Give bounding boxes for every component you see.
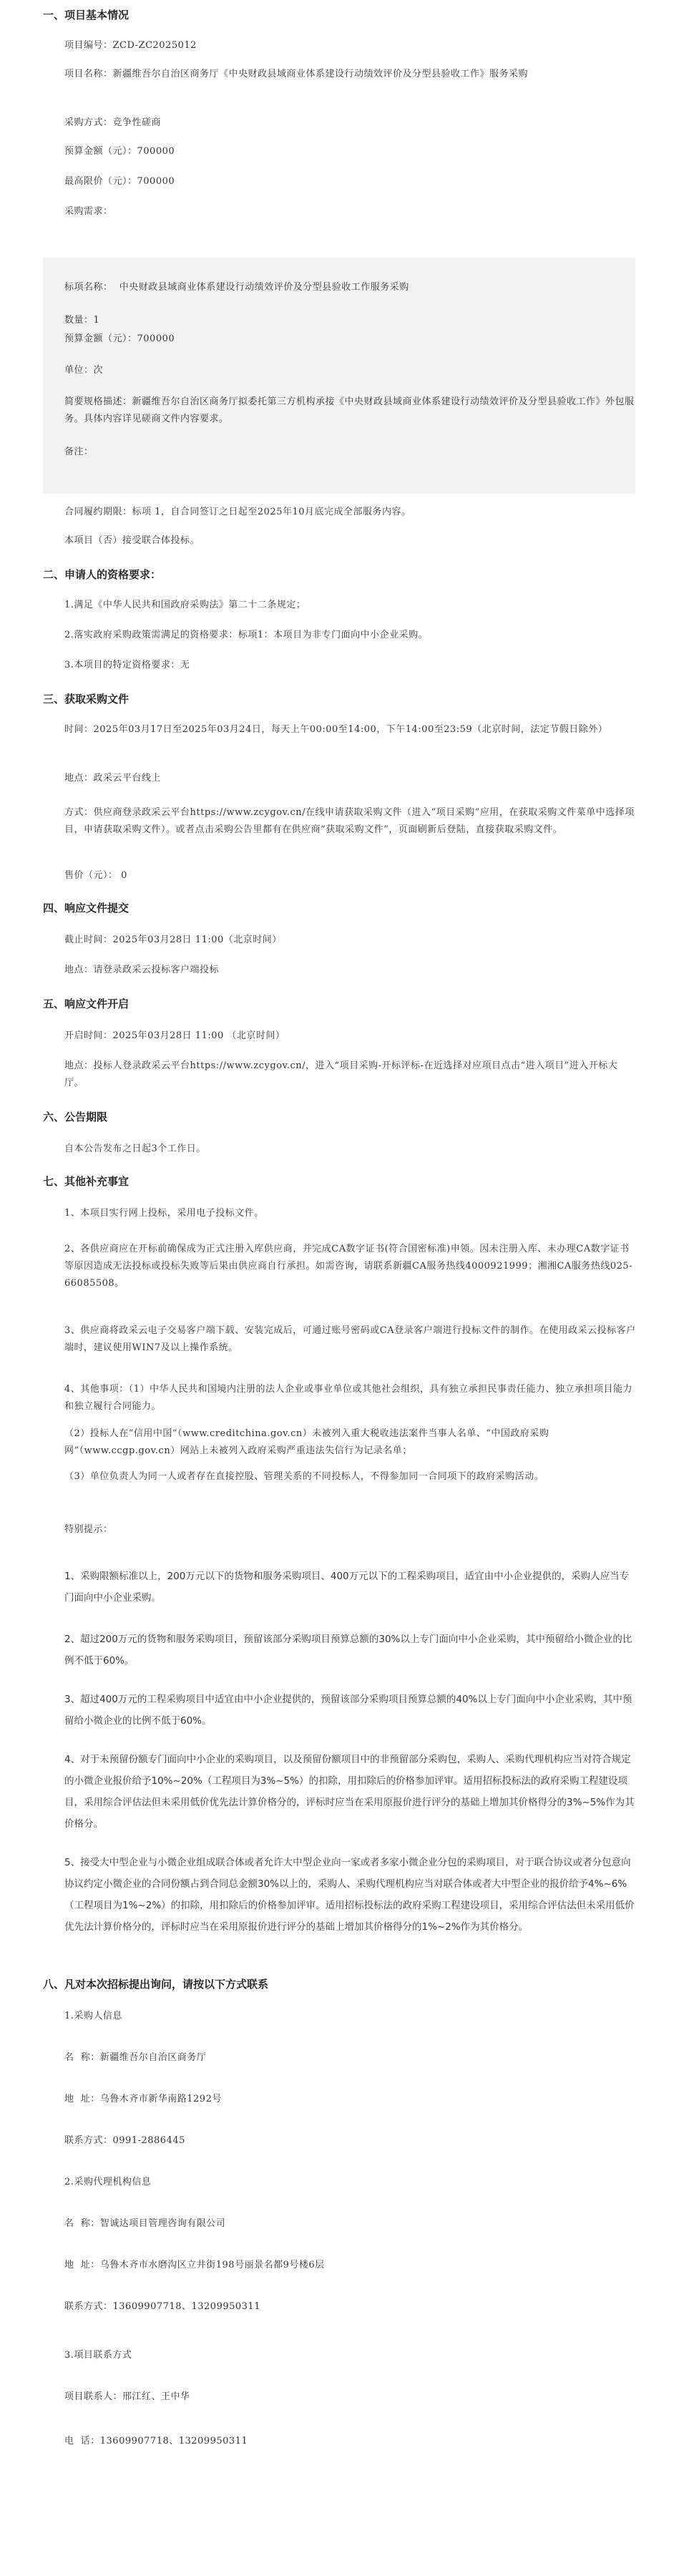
submission-deadline: 截止时间：2025年03月28日 11:00（北京时间） bbox=[64, 935, 282, 945]
section-basic-info-heading: 一、项目基本情况 bbox=[43, 9, 129, 21]
project-contact-title: 3.项目联系方式 bbox=[64, 2350, 132, 2361]
supplement-3: 3、供应商将政采云电子交易客户端下载、安装完成后，可通过账号密码或CA登录客户端进行投标文件的制作。在使用政采云投标客户端时，建议使用WIN7及以上操作系统。 bbox=[64, 1325, 636, 1353]
special-tips-title: 特别提示： bbox=[64, 1524, 113, 1535]
tip-2: 2、超过200万元的货物和服务采购项目，预留该部分采购项目预算总额的30%以上专门面向中小企业采购，其中预留给小微企业的比例不低于60%。 bbox=[64, 1634, 632, 1667]
tip-5: 5、接受大中型企业与小微企业组成联合体或者允许大中型企业向一家或者多家小微企业分包的采购项目，对于联合协议或者分包意向协议约定小微企业的合同份额占到合同总金额30%以上的，采购人、采购代理机构应当对联合体或者大中型企业的报价给予4%~6%（工程项目为1%~2%）的扣除，用扣除后的价格参加评审。适用招标投标法的政府采购工程建设项目，采用综合评估法但未采用低价优先法计算价格分的，评标时应当在采用原报价进行评分的基础上增加其价格得分的1%~2%作为其价格分。 bbox=[64, 1857, 635, 1933]
project-contact-person: 项目联系人：邢江红、王中华 bbox=[64, 2391, 190, 2402]
buyer-address: 地 址：乌鲁木齐市新华南路1292号 bbox=[64, 2094, 222, 2104]
obtain-place: 地点：政采云平台线上 bbox=[64, 773, 162, 784]
section-submission-heading: 四、响应文件提交 bbox=[43, 902, 129, 914]
obtain-time: 时间：2025年03月17日至2025年03月24日，每天上午00:00至14:00，下午14:00至23:59（北京时间，法定节假日除外） bbox=[64, 724, 608, 735]
supplement-4: 4、其他事项：（1）中华人民共和国境内注册的法人企业或事业单位或其他社会组织，具有独立承担民事责任能力、独立承担项目能力和独立履行合同能力。 bbox=[64, 1384, 633, 1412]
consortium-note: 本项目（否）接受联合体投标。 bbox=[64, 535, 200, 546]
notice-period: 自本公告发布之日起3个工作日。 bbox=[64, 1143, 206, 1154]
opening-time: 开启时间：2025年03月28日 11:00 （北京时间） bbox=[64, 1030, 285, 1041]
section-opening-heading: 五、响应文件开启 bbox=[43, 997, 129, 1010]
lot-remark: 备注： bbox=[64, 447, 94, 457]
section-supplementary-heading: 七、其他补充事宜 bbox=[43, 1175, 129, 1188]
section-obtain-documents-heading: 三、获取采购文件 bbox=[43, 693, 129, 706]
lot-name: 标项名称： 中央财政县域商业体系建设行动绩效评价及分型县验收工作服务采购 bbox=[64, 282, 409, 293]
supplement-1: 1、本项目实行网上投标，采用电子投标文件。 bbox=[64, 1208, 264, 1219]
qualification-item-1: 1.满足《中华人民共和国政府采购法》第二十二条规定； bbox=[64, 600, 306, 610]
procurement-method: 采购方式：竞争性磋商 bbox=[64, 117, 162, 128]
procurement-requirement: 采购需求： bbox=[64, 206, 113, 217]
project-number: 项目编号：ZCD-ZC2025012 bbox=[64, 40, 197, 51]
lot-unit: 单位：次 bbox=[64, 365, 104, 376]
lot-quantity: 数量：1 bbox=[64, 315, 100, 326]
supplement-5: （2）投标人在“信用中国”（www.creditchina.gov.cn）未被列入重大税收违法案件当事人名单、“中国政府采购网”（www.ccgp.gov.cn）网站上未被列入政府采购严重违法失信行为记录名单； bbox=[64, 1428, 549, 1456]
agent-info-title: 2.采购代理机构信息 bbox=[64, 2177, 152, 2187]
document-price: 售价（元）： 0 bbox=[64, 870, 127, 881]
obtain-way: 方式：供应商登录政采云平台https://www.zcygov.cn/在线申请获取采购文件（进入“项目采购”应用，在获取采购文件菜单中选择项目，申请获取采购文件）。或者点击采购公告里都有在供应商“获取采购文件”，页面刷新后登陆，直接获取采购文件。 bbox=[64, 807, 635, 835]
qualification-item-2: 2.落实政府采购政策需满足的资格要求：标项1：本项目为非专门面向中小企业采购。 bbox=[64, 630, 429, 640]
project-contact-phone: 电 话：13609907718、13209950311 bbox=[64, 2436, 248, 2446]
supplement-6: （3）单位负责人为同一人或者存在直接控股、管理关系的不同投标人，不得参加同一合同项下的政府采购活动。 bbox=[64, 1471, 544, 1482]
section-qualification-heading: 二、申请人的资格要求： bbox=[43, 568, 162, 581]
lot-spec: 简要规格描述：新疆维吾尔自治区商务厅拟委托第三方机构承接《中央财政县域商业体系建设行动绩效评价及分型县验收工作》外包服务。具体内容详见磋商文件内容要求。 bbox=[64, 396, 635, 424]
buyer-info-title: 1.采购人信息 bbox=[64, 2011, 122, 2021]
agent-address: 地 址：乌鲁木齐市水磨沟区立井街198号丽景名都9号楼6层 bbox=[64, 2260, 325, 2270]
tip-1: 1、采购限额标准以上，200万元以下的货物和服务采购项目、400万元以下的工程采购项目，适宜由中小企业提供的，采购人应当专门面向中小企业采购。 bbox=[64, 1571, 630, 1604]
lot-budget: 预算金额（元）：700000 bbox=[64, 333, 175, 344]
contract-period: 合同履约期限：标项 1，自合同签订之日起至2025年10月底完成全部服务内容。 bbox=[64, 507, 411, 517]
opening-place: 地点：投标人登录政采云平台https://www.zcygov.cn/，进入“项目采购-开标评标-在近选择对应项目点击“进入项目”进入开标大厅。 bbox=[64, 1060, 618, 1088]
budget-amount: 预算金额（元）：700000 bbox=[64, 146, 175, 157]
buyer-contact: 联系方式：0991-2886445 bbox=[64, 2135, 185, 2146]
section-contact-heading: 八、凡对本次招标提出询问，请按以下方式联系 bbox=[43, 1978, 269, 1991]
buyer-name: 名 称：新疆维吾尔自治区商务厅 bbox=[64, 2052, 207, 2063]
qualification-item-3: 3.本项目的特定资格要求：无 bbox=[64, 660, 190, 670]
project-name: 项目名称：新疆维吾尔自治区商务厅《中央财政县域商业体系建设行动绩效评价及分型县验收工作》服务采购 bbox=[64, 69, 529, 79]
submission-place: 地点：请登录政采云投标客户端投标 bbox=[64, 965, 220, 975]
supplement-2: 2、各供应商应在开标前确保成为正式注册入库供应商，并完成CA数字证书(符合国密标准)申领。因未注册入库、未办理CA数字证书等原因造成无法投标或投标失败等后果由供应商自行承担。如需咨询，请联系新疆CA服务热线4000921999；湘湘CA服务热线025-66085508。 bbox=[64, 1244, 633, 1289]
tip-3: 3、超过400万元的工程采购项目中适宜由中小企业提供的，预留该部分采购项目预算总额的40%以上专门面向中小企业采购，其中预留给小微企业的比例不低于60%。 bbox=[64, 1694, 632, 1727]
agent-contact: 联系方式：13609907718、13209950311 bbox=[64, 2301, 260, 2312]
max-price: 最高限价（元）：700000 bbox=[64, 176, 175, 187]
agent-name: 名 称：智诚达项目管理咨询有限公司 bbox=[64, 2218, 226, 2229]
section-notice-period-heading: 六、公告期限 bbox=[43, 1111, 108, 1123]
tip-4: 4、对于未预留份额专门面向中小企业的采购项目，以及预留份额项目中的非预留部分采购包，采购人、采购代理机构应当对符合规定的小微企业报价给予10%~20%（工程项目为3%~5%）的扣除，用扣除后的价格参加评审。适用招标投标法的政府采购工程建设项目，采用综合评估法但未采用低价优先法计算价格分的，评标时应当在采用原报价进行评分的基础上增加其价格得分的3%~5%作为其价格分。 bbox=[64, 1754, 635, 1830]
